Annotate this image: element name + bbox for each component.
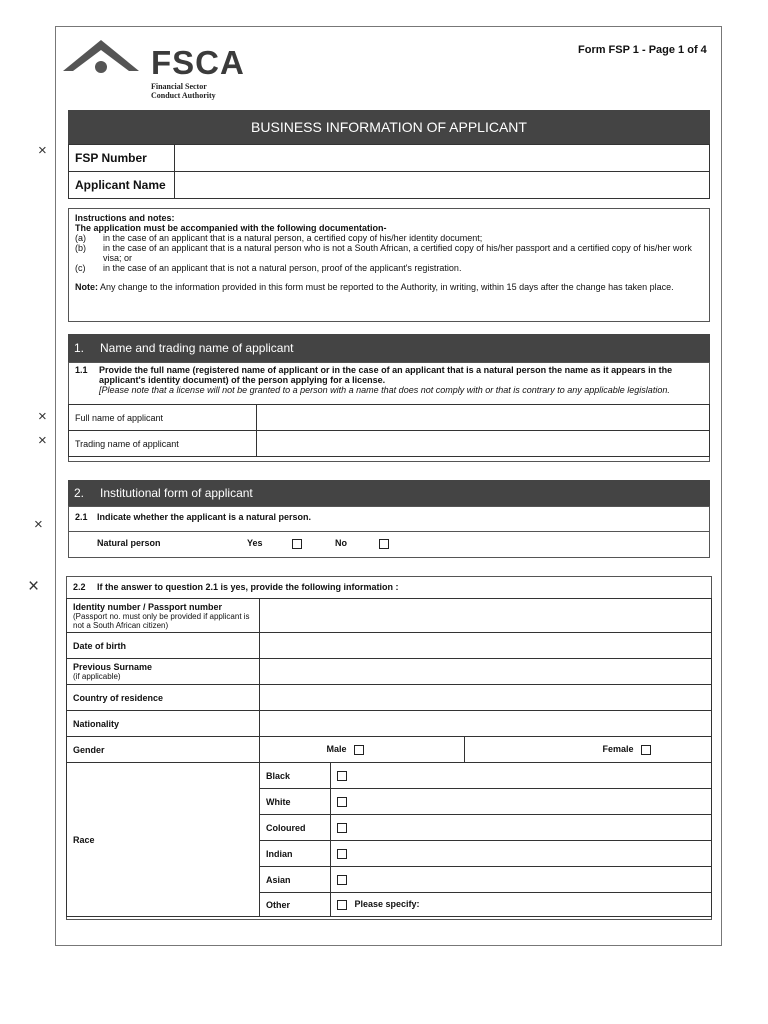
- gender-label: Gender: [67, 737, 260, 763]
- female-checkbox[interactable]: [641, 745, 651, 755]
- fsca-logo: [63, 38, 283, 102]
- race-option-label: Indian: [260, 841, 331, 867]
- previous-surname-label: Previous Surname: [73, 662, 153, 672]
- notes-change-note: Note: Any change to the information provided in this form must be reported to the Authority, in writing, within 15 days after the change has taken place.: [75, 282, 674, 292]
- race-option-label: Black: [260, 763, 331, 789]
- trading-name-label: Trading name of applicant: [69, 431, 257, 457]
- race-option-label: Coloured: [260, 815, 331, 841]
- natural-person-label: Natural person: [97, 538, 161, 548]
- full-name-label: Full name of applicant: [69, 405, 257, 431]
- instructions-notes: [68, 208, 710, 322]
- notes-item: (b) in the case of an applicant that is a natural person who is not a South African, a certified copy of his/her passport and a certified copy of his/her work visa; or: [75, 243, 692, 263]
- q21-number: 2.1: [75, 512, 88, 522]
- margin-mark: ×: [34, 516, 43, 533]
- fsca-roof-icon: [63, 38, 143, 78]
- trading-name-field[interactable]: [257, 431, 710, 457]
- logo-subtitle: Financial Sector Conduct Authority: [151, 82, 216, 100]
- logo-text: FSCA: [151, 44, 245, 81]
- fsp-number-field[interactable]: [175, 145, 710, 172]
- notes-item: (a) in the case of an applicant that is a natural person, a certified copy of his/her identity document;: [75, 233, 483, 243]
- section2-header: [68, 480, 710, 506]
- race-other-option[interactable]: [331, 893, 712, 917]
- id-number-field[interactable]: [260, 599, 712, 633]
- page-title: BUSINESS INFORMATION OF APPLICANT: [68, 110, 710, 144]
- race-indian-option[interactable]: [331, 841, 712, 867]
- male-label: Male: [326, 744, 347, 755]
- yes-label: Yes: [247, 538, 263, 548]
- fsp-table: [68, 144, 710, 199]
- form-reference: Form FSP 1 - Page 1 of 4: [578, 44, 707, 56]
- race-asian-checkbox[interactable]: [337, 875, 347, 885]
- race-black-checkbox[interactable]: [337, 771, 347, 781]
- dob-label: Date of birth: [67, 633, 260, 659]
- previous-surname-cell: [67, 659, 260, 685]
- section2-number: 2.: [74, 486, 85, 500]
- section1-number: 1.: [74, 341, 85, 355]
- section2-box: [68, 506, 710, 558]
- race-label: Race: [67, 763, 260, 917]
- notes-heading: Instructions and notes:: [75, 213, 175, 223]
- divider: [69, 531, 709, 532]
- race-coloured-checkbox[interactable]: [337, 823, 347, 833]
- country-field[interactable]: [260, 685, 712, 711]
- fsp-number-label: FSP Number: [69, 145, 175, 172]
- q11-text: Provide the full name (registered name of applicant or in the case of an applicant that is a natural person the name as it appears in the applicant's identity document) of the person applying for a license. [Please note that a license will not be granted to a person with a name that does not comply with or that is contrary to any applicable legislation.: [99, 365, 673, 395]
- race-black-option[interactable]: [331, 763, 712, 789]
- race-option-label: Asian: [260, 867, 331, 893]
- margin-mark: ×: [38, 408, 47, 425]
- section1-title: Name and trading name of applicant: [100, 341, 294, 355]
- nationality-field[interactable]: [260, 711, 712, 737]
- previous-surname-field[interactable]: [260, 659, 712, 685]
- no-label: No: [335, 538, 347, 548]
- female-label: Female: [602, 744, 634, 755]
- q22-number: 2.2: [73, 582, 86, 592]
- dob-field[interactable]: [260, 633, 712, 659]
- q11-number: 1.1: [75, 365, 88, 375]
- id-number-cell: [67, 599, 260, 633]
- male-option[interactable]: [260, 737, 465, 763]
- race-white-checkbox[interactable]: [337, 797, 347, 807]
- notes-lead: The application must be accompanied with the following documentation-: [75, 223, 387, 233]
- personal-info-table: [66, 598, 712, 917]
- names-table: [68, 404, 710, 457]
- notes-item: (c) in the case of an applicant that is not a natural person, proof of the applicant's registration.: [75, 263, 462, 273]
- race-coloured-option[interactable]: [331, 815, 712, 841]
- section2-title: Institutional form of applicant: [100, 486, 253, 500]
- q22-text: If the answer to question 2.1 is yes, provide the following information :: [97, 582, 399, 592]
- race-other-checkbox[interactable]: [337, 900, 347, 910]
- margin-mark: ×: [28, 576, 40, 597]
- full-name-field[interactable]: [257, 405, 710, 431]
- no-checkbox[interactable]: [379, 539, 389, 549]
- applicant-name-field[interactable]: [175, 172, 710, 199]
- female-option[interactable]: [465, 737, 712, 763]
- q21-text: Indicate whether the applicant is a natural person.: [97, 512, 312, 522]
- margin-mark: ×: [38, 142, 47, 159]
- race-indian-checkbox[interactable]: [337, 849, 347, 859]
- race-option-label: Other: [260, 893, 331, 917]
- section1-header: [68, 334, 710, 362]
- yes-checkbox[interactable]: [292, 539, 302, 549]
- race-asian-option[interactable]: [331, 867, 712, 893]
- applicant-name-label: Applicant Name: [69, 172, 175, 199]
- id-number-note: (Passport no. must only be provided if applicant is not a South African citizen): [73, 611, 250, 630]
- nationality-label: Nationality: [67, 711, 260, 737]
- margin-mark: ×: [38, 432, 47, 449]
- country-label: Country of residence: [67, 685, 260, 711]
- male-checkbox[interactable]: [354, 745, 364, 755]
- race-white-option[interactable]: [331, 789, 712, 815]
- race-option-label: White: [260, 789, 331, 815]
- please-specify-label: Please specify:: [354, 899, 420, 910]
- previous-surname-note: (if applicable): [73, 672, 121, 681]
- id-number-label: Identity number / Passport number: [73, 601, 223, 612]
